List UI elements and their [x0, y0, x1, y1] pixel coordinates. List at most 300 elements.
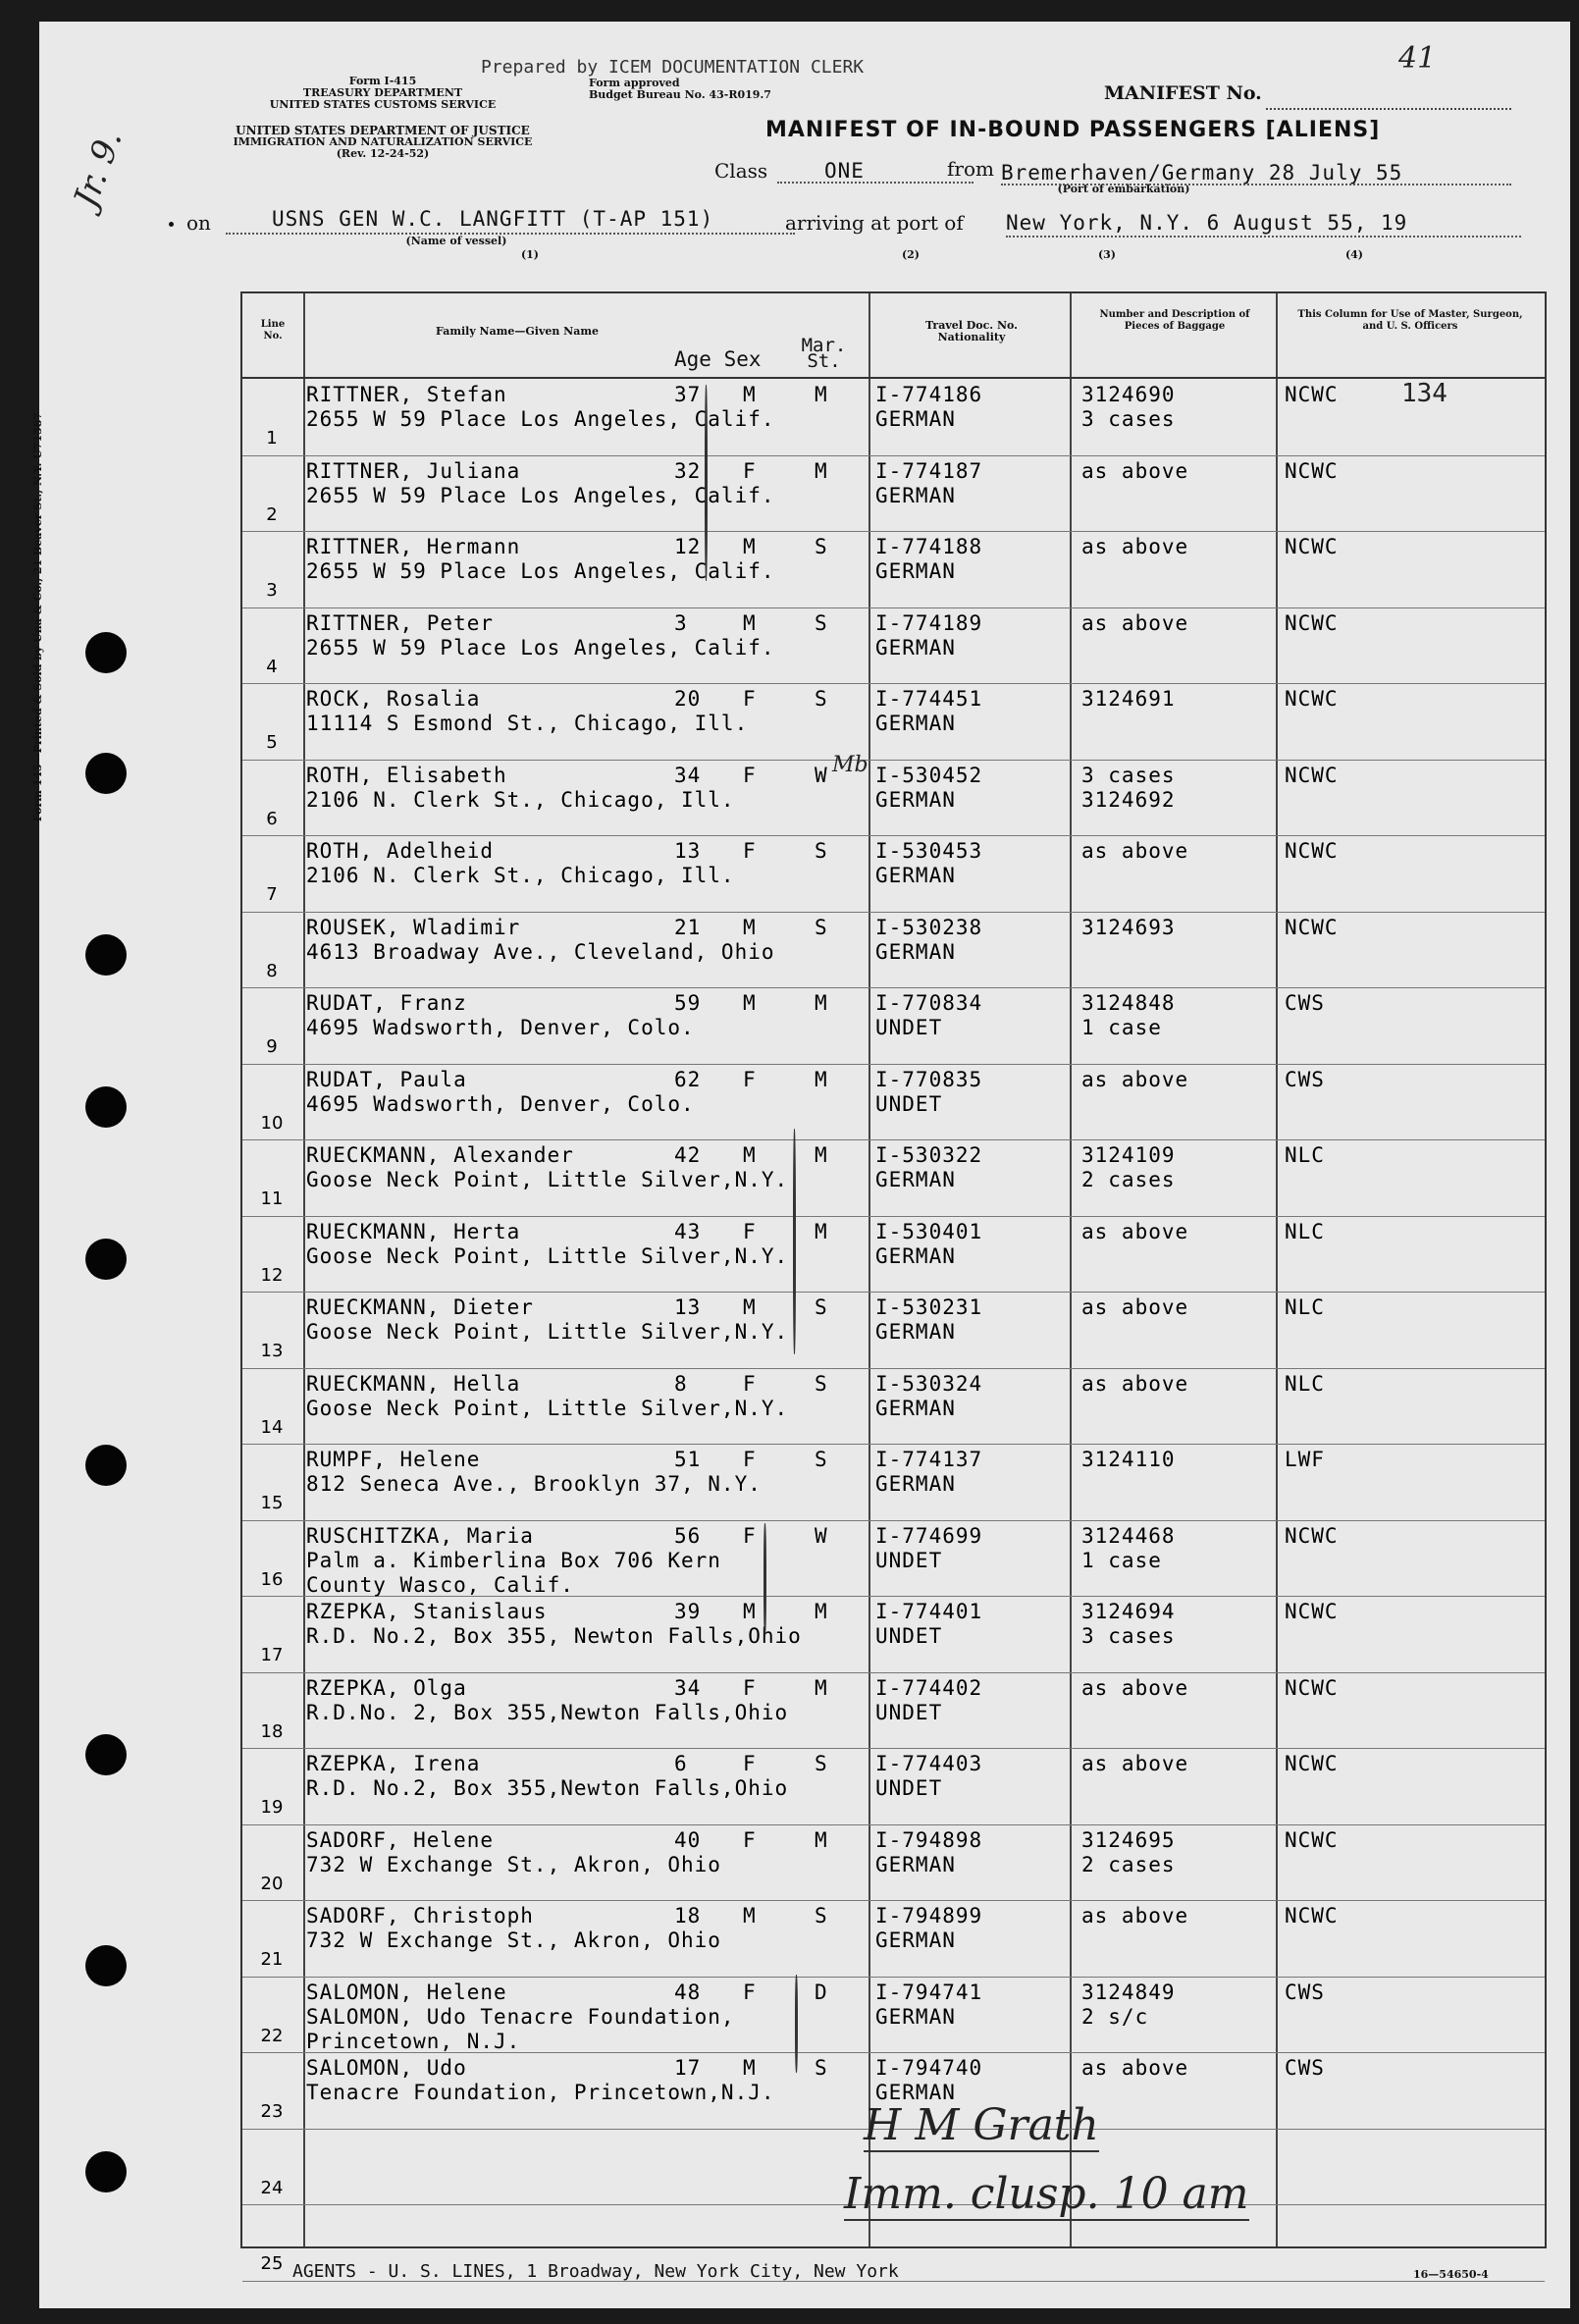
nationality: GERMAN [875, 1168, 956, 1191]
baggage-1: as above [1081, 610, 1189, 635]
line-number: 7 [266, 884, 278, 905]
passenger-address: 732 W Exchange St., Akron, Ohio [306, 1852, 721, 1876]
baggage-1: 3 cases [1081, 763, 1176, 787]
line-number: 25 [260, 2253, 284, 2274]
passenger-name: RITTNER, Peter [306, 610, 495, 635]
marital-status: M [815, 1067, 828, 1091]
line-number: 8 [266, 960, 278, 981]
passenger-address: 732 W Exchange St., Akron, Ohio [306, 1928, 721, 1952]
marital-status: S [815, 1295, 828, 1319]
baggage-1: as above [1081, 2056, 1189, 2080]
baggage-1: as above [1081, 535, 1189, 558]
baggage-2: 3 cases [1081, 407, 1176, 431]
col-num-4: (4) [1344, 248, 1364, 261]
approval-note: Form approved [589, 77, 680, 89]
passenger-age: 37 [674, 383, 702, 406]
travel-doc: I-774137 [875, 1448, 983, 1471]
class-dots [777, 182, 974, 184]
agency-code: NCWC [1285, 383, 1339, 406]
line-number: 2 [266, 503, 278, 525]
travel-doc: I-774403 [875, 1752, 983, 1775]
passenger-age: 43 [674, 1219, 702, 1243]
revision: (Rev. 12-24-52) [336, 147, 430, 160]
baggage-1: as above [1081, 458, 1189, 483]
line-number: 16 [260, 1568, 284, 1590]
line-number: 13 [260, 1341, 284, 1361]
travel-doc: I-530452 [875, 763, 983, 787]
from-dots [1001, 184, 1511, 185]
passenger-age: 3 [674, 610, 688, 635]
line-number: 21 [260, 1949, 284, 1970]
passenger-address: 4613 Broadway Ave., Cleveland, Ohio [306, 939, 775, 964]
passenger-name: ROCK, Rosalia [306, 687, 481, 711]
table-row [242, 607, 1545, 684]
passenger-sex: F [743, 1219, 757, 1243]
passenger-sex: M [743, 1600, 757, 1623]
passenger-age: 12 [674, 535, 702, 558]
line-number: 5 [266, 732, 278, 753]
agency-code: NCWC [1285, 915, 1339, 939]
baggage-1: as above [1081, 1067, 1189, 1091]
travel-doc: I-774402 [875, 1675, 983, 1700]
travel-doc: I-774186 [875, 383, 983, 406]
arriving-value: New York, N.Y. 6 August 55, 19 [1006, 211, 1408, 235]
line-number: 24 [260, 2177, 284, 2198]
table-row [242, 1748, 1545, 1824]
agency-code: LWF [1285, 1448, 1325, 1471]
passenger-address: SALOMON, Udo Tenacre Foundation, [306, 2004, 735, 2029]
table-row [242, 1139, 1545, 1216]
marginal-note: Mb [832, 753, 868, 777]
passenger-sex: M [743, 535, 757, 558]
passenger-name: ROTH, Adelheid [306, 839, 495, 863]
agency-code: NCWC [1285, 535, 1339, 558]
line-number: 11 [260, 1188, 284, 1209]
travel-doc: I-774451 [875, 687, 983, 711]
agency-code: NLC [1285, 1295, 1325, 1319]
passenger-age: 51 [674, 1448, 702, 1471]
passenger-address: Goose Neck Point, Little Silver,N.Y. [306, 1243, 789, 1268]
baggage-1: as above [1081, 1675, 1189, 1700]
passenger-name: SADORF, Helene [306, 1827, 495, 1852]
passenger-name: RUECKMANN, Dieter [306, 1295, 534, 1319]
nationality: GERMAN [875, 483, 956, 507]
passenger-address: 2106 N. Clerk St., Chicago, Ill. [306, 787, 735, 812]
marital-status: S [815, 610, 828, 635]
table-row [242, 1064, 1545, 1140]
passenger-age: 42 [674, 1143, 702, 1167]
passenger-sex: F [743, 687, 757, 711]
baggage-2: 1 case [1081, 1016, 1162, 1039]
line-number: 9 [266, 1036, 278, 1057]
line-number: 14 [260, 1416, 284, 1438]
marital-status: M [815, 458, 828, 483]
bullet [169, 222, 174, 227]
travel-doc: I-770834 [875, 991, 983, 1015]
punch-hole [85, 1239, 127, 1280]
punch-hole [85, 1445, 127, 1486]
passenger-sex: F [743, 839, 757, 863]
passenger-name: RUECKMANN, Herta [306, 1219, 521, 1243]
punch-hole [85, 1086, 127, 1128]
agency-code: NCWC [1285, 610, 1339, 635]
passenger-address-2: County Wasco, Calif. [306, 1572, 574, 1597]
dept-ins: IMMIGRATION AND NATURALIZATION SERVICE [233, 135, 533, 148]
nationality: UNDET [875, 1776, 943, 1800]
agency-code: NCWC [1285, 1827, 1339, 1852]
marital-status: S [815, 2056, 828, 2080]
table-row [242, 1900, 1545, 1977]
passenger-sex: M [743, 915, 757, 939]
table-row [242, 379, 1545, 455]
passenger-name: RZEPKA, Stanislaus [306, 1600, 548, 1623]
manifest-no-label: MANIFEST No. [1104, 82, 1262, 104]
travel-doc: I-530238 [875, 915, 983, 939]
agency-code: CWS [1285, 1980, 1325, 2004]
marital-status: M [815, 1827, 828, 1852]
bracket-mark [795, 1975, 798, 2073]
passenger-sex: M [743, 610, 757, 635]
nationality: UNDET [875, 1700, 943, 1724]
baggage-1: 3124848 [1081, 991, 1176, 1015]
passenger-name: RUSCHITZKA, Maria [306, 1523, 534, 1548]
baggage-1: 3124849 [1081, 1980, 1176, 2004]
arriving-label: arriving at port of [785, 211, 964, 235]
passenger-age: 34 [674, 1675, 702, 1700]
passenger-age: 20 [674, 687, 702, 711]
agency-code: NLC [1285, 1371, 1325, 1396]
nationality: GERMAN [875, 787, 956, 812]
nationality: GERMAN [875, 1928, 956, 1952]
manifest-page [31, 22, 1570, 2308]
nationality: UNDET [875, 1091, 943, 1116]
passenger-name: ROTH, Elisabeth [306, 763, 507, 787]
bracket-mark [793, 1129, 796, 1354]
travel-doc: I-530231 [875, 1295, 983, 1319]
nationality: GERMAN [875, 712, 956, 735]
passenger-sex: F [743, 763, 757, 787]
passenger-sex: F [743, 1371, 757, 1396]
dept-customs: UNITED STATES CUSTOMS SERVICE [269, 98, 497, 111]
passenger-age: 59 [674, 991, 702, 1015]
marital-status: D [815, 1980, 828, 2004]
passenger-name: SADORF, Christoph [306, 1904, 534, 1928]
vessel-name: USNS GEN W.C. LANGFITT (T-AP 151) [272, 207, 714, 231]
marital-status: M [815, 383, 828, 406]
line-number: 19 [260, 1797, 284, 1818]
marital-status: S [815, 915, 828, 939]
arriving-dots [1006, 236, 1521, 238]
nationality: GERMAN [875, 407, 956, 431]
travel-doc: I-774189 [875, 610, 983, 635]
header-officers: This Column for Use of Master, Surgeon, and U. S. Officers [1297, 309, 1523, 332]
passenger-name: SALOMON, Helene [306, 1980, 507, 2004]
line-number: 22 [260, 2025, 284, 2046]
passenger-name: RITTNER, Hermann [306, 535, 521, 558]
passenger-sex: F [743, 458, 757, 483]
nationality: GERMAN [875, 635, 956, 660]
on-label: on [186, 211, 211, 235]
agency-code: NLC [1285, 1219, 1325, 1243]
passenger-address: R.D. No.2, Box 355, Newton Falls,Ohio [306, 1624, 802, 1648]
travel-doc: I-530453 [875, 839, 983, 863]
line-number: 10 [260, 1112, 284, 1134]
travel-doc: I-774188 [875, 535, 983, 558]
baggage-1: as above [1081, 1371, 1189, 1396]
bracket-mark [763, 1523, 766, 1636]
passenger-sex: M [743, 1143, 757, 1167]
passenger-sex: F [743, 1448, 757, 1471]
agency-code: NCWC [1285, 1675, 1339, 1700]
marital-status: S [815, 535, 828, 558]
marital-status: S [815, 1448, 828, 1471]
line-number: 3 [266, 580, 278, 601]
passenger-sex: F [743, 1752, 757, 1775]
travel-doc: I-794740 [875, 2056, 983, 2080]
punch-hole [85, 1945, 127, 1986]
punch-hole [85, 753, 127, 794]
table-row [242, 760, 1545, 836]
nationality: GERMAN [875, 1472, 956, 1496]
marital-status: W [815, 1523, 828, 1548]
passenger-address: 2655 W 59 Place Los Angeles, Calif. [306, 407, 775, 431]
class-label: Class [714, 159, 768, 183]
line-number: 1 [266, 428, 278, 449]
baggage-2: 3 cases [1081, 1624, 1176, 1648]
passenger-name: SALOMON, Udo [306, 2056, 467, 2080]
bracket-mark [705, 385, 708, 581]
punch-hole [85, 632, 127, 673]
passenger-sex: M [743, 1904, 757, 1928]
agency-code: CWS [1285, 991, 1325, 1015]
table-row [242, 1596, 1545, 1672]
annot-134: 134 [1401, 379, 1447, 408]
table-row [242, 1824, 1545, 1901]
travel-doc: I-774699 [875, 1523, 983, 1548]
header-mar: Mar. St. [801, 335, 847, 372]
travel-doc: I-774187 [875, 458, 983, 483]
table-row [242, 1444, 1545, 1520]
nationality: GERMAN [875, 559, 956, 583]
header-name: Family Name—Given Name [436, 325, 599, 338]
manifest-title: MANIFEST OF IN-BOUND PASSENGERS [ALIENS] [765, 118, 1381, 142]
agency-code: CWS [1285, 2056, 1325, 2080]
from-value: Bremerhaven/Germany 28 July 55 [1001, 161, 1403, 185]
baggage-1: 3124695 [1081, 1827, 1176, 1852]
passenger-address: 2655 W 59 Place Los Angeles, Calif. [306, 559, 775, 583]
nationality: GERMAN [875, 864, 956, 887]
class-value: ONE [824, 159, 865, 183]
passenger-name: RUECKMANN, Hella [306, 1371, 521, 1396]
passenger-name: RUECKMANN, Alexander [306, 1143, 574, 1167]
prepared-by: Prepared by ICEM DOCUMENTATION CLERK [481, 57, 865, 78]
passenger-age: 34 [674, 763, 702, 787]
passenger-name: RITTNER, Stefan [306, 383, 507, 406]
passenger-age: 6 [674, 1752, 688, 1775]
passenger-name: RZEPKA, Olga [306, 1675, 467, 1700]
passenger-sex: F [743, 1980, 757, 2004]
agency-code: NCWC [1285, 1904, 1339, 1928]
agency-code: NCWC [1285, 1600, 1339, 1623]
table-row [242, 1520, 1545, 1597]
marital-status: M [815, 1600, 828, 1623]
clearance-stamp: Imm. clusp. 10 am [844, 2169, 1249, 2219]
baggage-1: 3124694 [1081, 1600, 1176, 1623]
line-number: 12 [260, 1264, 284, 1286]
marital-status: M [815, 1219, 828, 1243]
line-number: 20 [260, 1873, 284, 1894]
travel-doc: I-794741 [875, 1980, 983, 2004]
table-row [242, 1672, 1545, 1749]
travel-doc: I-530401 [875, 1219, 983, 1243]
table-row [242, 1368, 1545, 1445]
table-row [242, 531, 1545, 607]
baggage-1: as above [1081, 1219, 1189, 1243]
nationality: GERMAN [875, 1852, 956, 1876]
baggage-1: as above [1081, 1295, 1189, 1319]
travel-doc: I-770835 [875, 1067, 983, 1091]
baggage-1: 3124468 [1081, 1523, 1176, 1548]
baggage-1: as above [1081, 839, 1189, 863]
baggage-1: as above [1081, 1904, 1189, 1928]
baggage-1: 3124110 [1081, 1448, 1176, 1471]
passenger-sex: M [743, 2056, 757, 2080]
passenger-age: 13 [674, 839, 702, 863]
baggage-1: 3124693 [1081, 915, 1176, 939]
header-age-sex: Age Sex [674, 347, 762, 371]
col-num-1: (1) [520, 248, 540, 261]
table-row [242, 1216, 1545, 1293]
form-number: Form I-415 [348, 75, 417, 87]
agency-code: NCWC [1285, 687, 1339, 711]
nationality: UNDET [875, 1016, 943, 1039]
port-embark-caption: (Port of embarkation) [1057, 183, 1190, 195]
table-row [242, 683, 1545, 760]
passenger-age: 40 [674, 1827, 702, 1852]
agency-code: NCWC [1285, 1752, 1339, 1775]
agency-code: CWS [1285, 1067, 1325, 1091]
nationality: GERMAN [875, 1243, 956, 1268]
travel-doc: I-794898 [875, 1827, 983, 1852]
nationality: UNDET [875, 1548, 943, 1572]
passenger-address: 2655 W 59 Place Los Angeles, Calif. [306, 483, 775, 507]
passenger-sex: F [743, 1523, 757, 1548]
passenger-name: ROUSEK, Wladimir [306, 915, 521, 939]
passenger-address: Goose Neck Point, Little Silver,N.Y. [306, 1320, 789, 1344]
from-label: from [947, 157, 994, 181]
line-number: 23 [260, 2101, 284, 2122]
punch-hole [85, 1734, 127, 1775]
marital-status: M [815, 1675, 828, 1700]
passenger-age: 8 [674, 1371, 688, 1396]
passenger-age: 39 [674, 1600, 702, 1623]
line-number: 6 [266, 808, 278, 829]
baggage-1: 3124691 [1081, 687, 1176, 711]
passenger-address: Goose Neck Point, Little Silver,N.Y. [306, 1168, 789, 1191]
side-print: Form 145—Printed & Sold by Una & Co., 21 Beaver St., N.Y. U71587 [31, 411, 45, 822]
passenger-address: 2106 N. Clerk St., Chicago, Ill. [306, 864, 735, 887]
passenger-sex: F [743, 1067, 757, 1091]
baggage-2: 3124692 [1081, 787, 1176, 812]
marital-status: M [815, 991, 828, 1015]
passenger-age: 56 [674, 1523, 702, 1548]
nationality: GERMAN [875, 1320, 956, 1344]
baggage-1: 3124690 [1081, 383, 1176, 406]
nationality: GERMAN [875, 939, 956, 964]
passenger-age: 13 [674, 1295, 702, 1319]
passenger-address: 812 Seneca Ave., Brooklyn 37, N.Y. [306, 1472, 762, 1496]
passenger-address-2: Princetown, N.J. [306, 2029, 521, 2053]
travel-doc: I-530324 [875, 1371, 983, 1396]
baggage-2: 2 cases [1081, 1168, 1176, 1191]
corner-annotation: Jr. 9. [66, 125, 131, 213]
vessel-dots [226, 233, 795, 235]
agency-code: NCWC [1285, 839, 1339, 863]
header-baggage: Number and Description of Pieces of Baggage [1099, 309, 1250, 332]
passenger-address: 4695 Wadsworth, Denver, Colo. [306, 1091, 695, 1116]
footer-agents: AGENTS - U. S. LINES, 1 Broadway, New York City, New York [292, 2261, 899, 2282]
nationality: GERMAN [875, 1396, 956, 1420]
passenger-name: RZEPKA, Irena [306, 1752, 481, 1775]
passenger-address: Goose Neck Point, Little Silver,N.Y. [306, 1396, 789, 1420]
passenger-name: RITTNER, Juliana [306, 458, 521, 483]
table-row [242, 1292, 1545, 1368]
marital-status: S [815, 1752, 828, 1775]
passenger-name: RUDAT, Franz [306, 991, 467, 1015]
nationality: UNDET [875, 1624, 943, 1648]
agency-code: NLC [1285, 1143, 1325, 1167]
marital-status: S [815, 687, 828, 711]
travel-doc: I-794899 [875, 1904, 983, 1928]
marital-status: W [815, 763, 828, 787]
marital-status: S [815, 1904, 828, 1928]
dept-justice: UNITED STATES DEPARTMENT OF JUSTICE [236, 124, 530, 137]
passenger-sex: F [743, 1827, 757, 1852]
passenger-age: 17 [674, 2056, 702, 2080]
marital-status: S [815, 839, 828, 863]
agency-code: NCWC [1285, 763, 1339, 787]
vessel-caption: (Name of vessel) [405, 235, 507, 247]
agency-code: NCWC [1285, 458, 1339, 483]
table-row [242, 1977, 1545, 2053]
baggage-2: 2 s/c [1081, 2004, 1149, 2029]
budget-bureau: Budget Bureau No. 43-R019.7 [589, 88, 771, 101]
footer-code: 16—54650-4 [1413, 2268, 1489, 2281]
passenger-sex: F [743, 1675, 757, 1700]
baggage-1: as above [1081, 1752, 1189, 1775]
passenger-name: RUMPF, Helene [306, 1448, 481, 1471]
travel-doc: I-530322 [875, 1143, 983, 1167]
passenger-sex: M [743, 383, 757, 406]
punch-hole [85, 934, 127, 976]
dept-treasury: TREASURY DEPARTMENT [302, 86, 463, 99]
agency-code: NCWC [1285, 1523, 1339, 1548]
passenger-age: 62 [674, 1067, 702, 1091]
header-line-no: Line No. [260, 319, 286, 342]
passenger-address: 4695 Wadsworth, Denver, Colo. [306, 1016, 695, 1039]
marital-status: M [815, 1143, 828, 1167]
nationality: GERMAN [875, 2081, 956, 2104]
table-row [242, 912, 1545, 988]
baggage-2: 2 cases [1081, 1852, 1176, 1876]
passenger-address: R.D. No.2, Box 355,Newton Falls,Ohio [306, 1776, 789, 1800]
nationality: GERMAN [875, 2004, 956, 2029]
table-row [242, 835, 1545, 912]
line-number: 4 [266, 656, 278, 677]
table-row [242, 455, 1545, 532]
page-number: 41 [1398, 41, 1437, 76]
passenger-sex: M [743, 1295, 757, 1319]
